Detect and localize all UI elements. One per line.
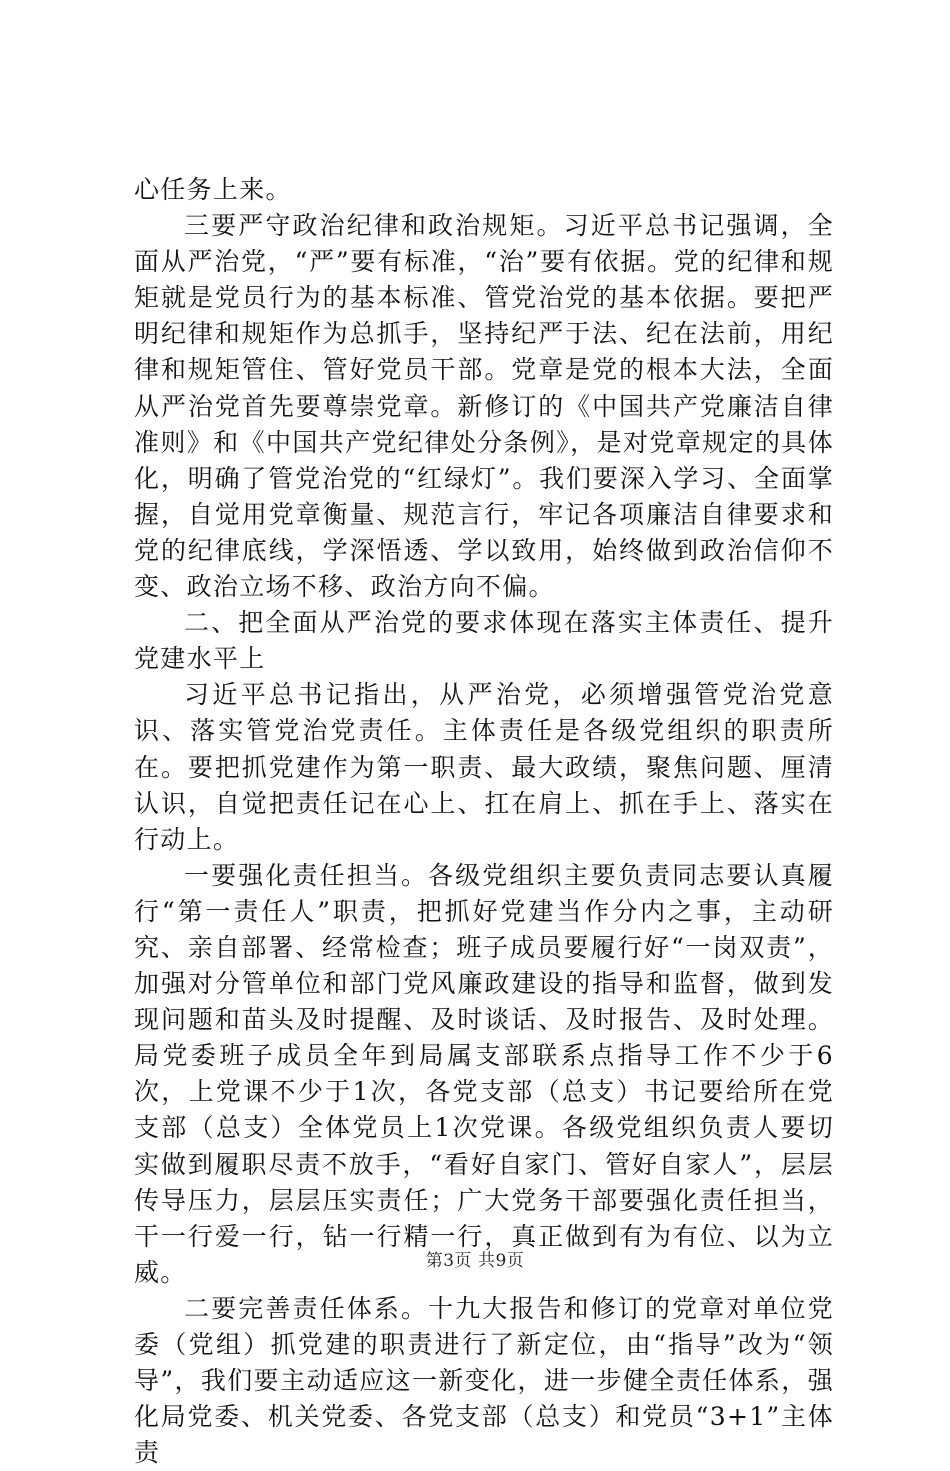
paragraph-4: 一要强化责任担当。各级党组织主要负责同志要认真履行“第一责任人”职责，把抓好党建当作分内之事，主动研究、亲自部署、经常检查；班子成员要履行好“一岗双责”，加强对分管单位和部门党风廉政建设的指导和监督，做到发现问题和苗头及时提醒、及时谈话、及时报告、及时处理。局党委班子成员全年到局属支部联系点指导工作不少于6次，上党课不少于1次，各党支部（总支）书记要给所在党支部（总支）全体党员上1次党课。各级党组织负责人要切实做到履职尽责不放手，“看好自家门、管好自家人”，层层传导压力，层层压实责任；广大党务干部要强化责任担当，干一行爱一行，钻一行精一行，真正做到有为有位、以为立威。: [134, 860, 834, 1287]
section-heading-2: 二、把全面从严治党的要求体现在落实主体责任、提升党建水平上: [134, 608, 834, 674]
document-body: [134, 172, 834, 1471]
paragraph-1: 心任务上来。: [134, 175, 292, 204]
paragraph-5: 二要完善责任体系。十九大报告和修订的党章对单位党委（党组）抓党建的职责进行了新定位，由“指导”改为“领导”，我们要主动适应这一新变化，进一步健全责任体系，强化局党委、机关党委、各党支部（总支）和党员“3+1”主体责: [134, 1293, 834, 1468]
paragraph-3: 习近平总书记指出，从严治党，必须增强管党治党意识、落实管党治党责任。主体责任是各级党组织的职责所在。要把抓党建作为第一职责、最大政绩，聚焦问题、厘清认识，自觉把责任记在心上、扛在肩上、抓在手上、落实在行动上。: [134, 680, 834, 854]
page-footer: 第3页 共9页: [425, 1251, 525, 1271]
paragraph-2: 三要严守政治纪律和政治规矩。习近平总书记强调，全面从严治党，“严”要有标准，“治”要有依据。党的纪律和规矩就是党员行为的基本标准、管党治党的基本依据。要把严明纪律和规矩作为总抓手，坚持纪严于法、纪在法前，用纪律和规矩管住、管好党员干部。党章是党的根本大法，全面从严治党首先要尊崇党章。新修订的《中国共产党廉洁自律准则》和《中国共产党纪律处分条例》，是对党章规定的具体化，明确了管党治党的“红绿灯”。我们要深入学习、全面掌握，自觉用党章衡量、规范言行，牢记各项廉洁自律要求和党的纪律底线，学深悟透、学以致用，始终做到政治信仰不变、政治立场不移、政治方向不偏。: [134, 211, 834, 602]
